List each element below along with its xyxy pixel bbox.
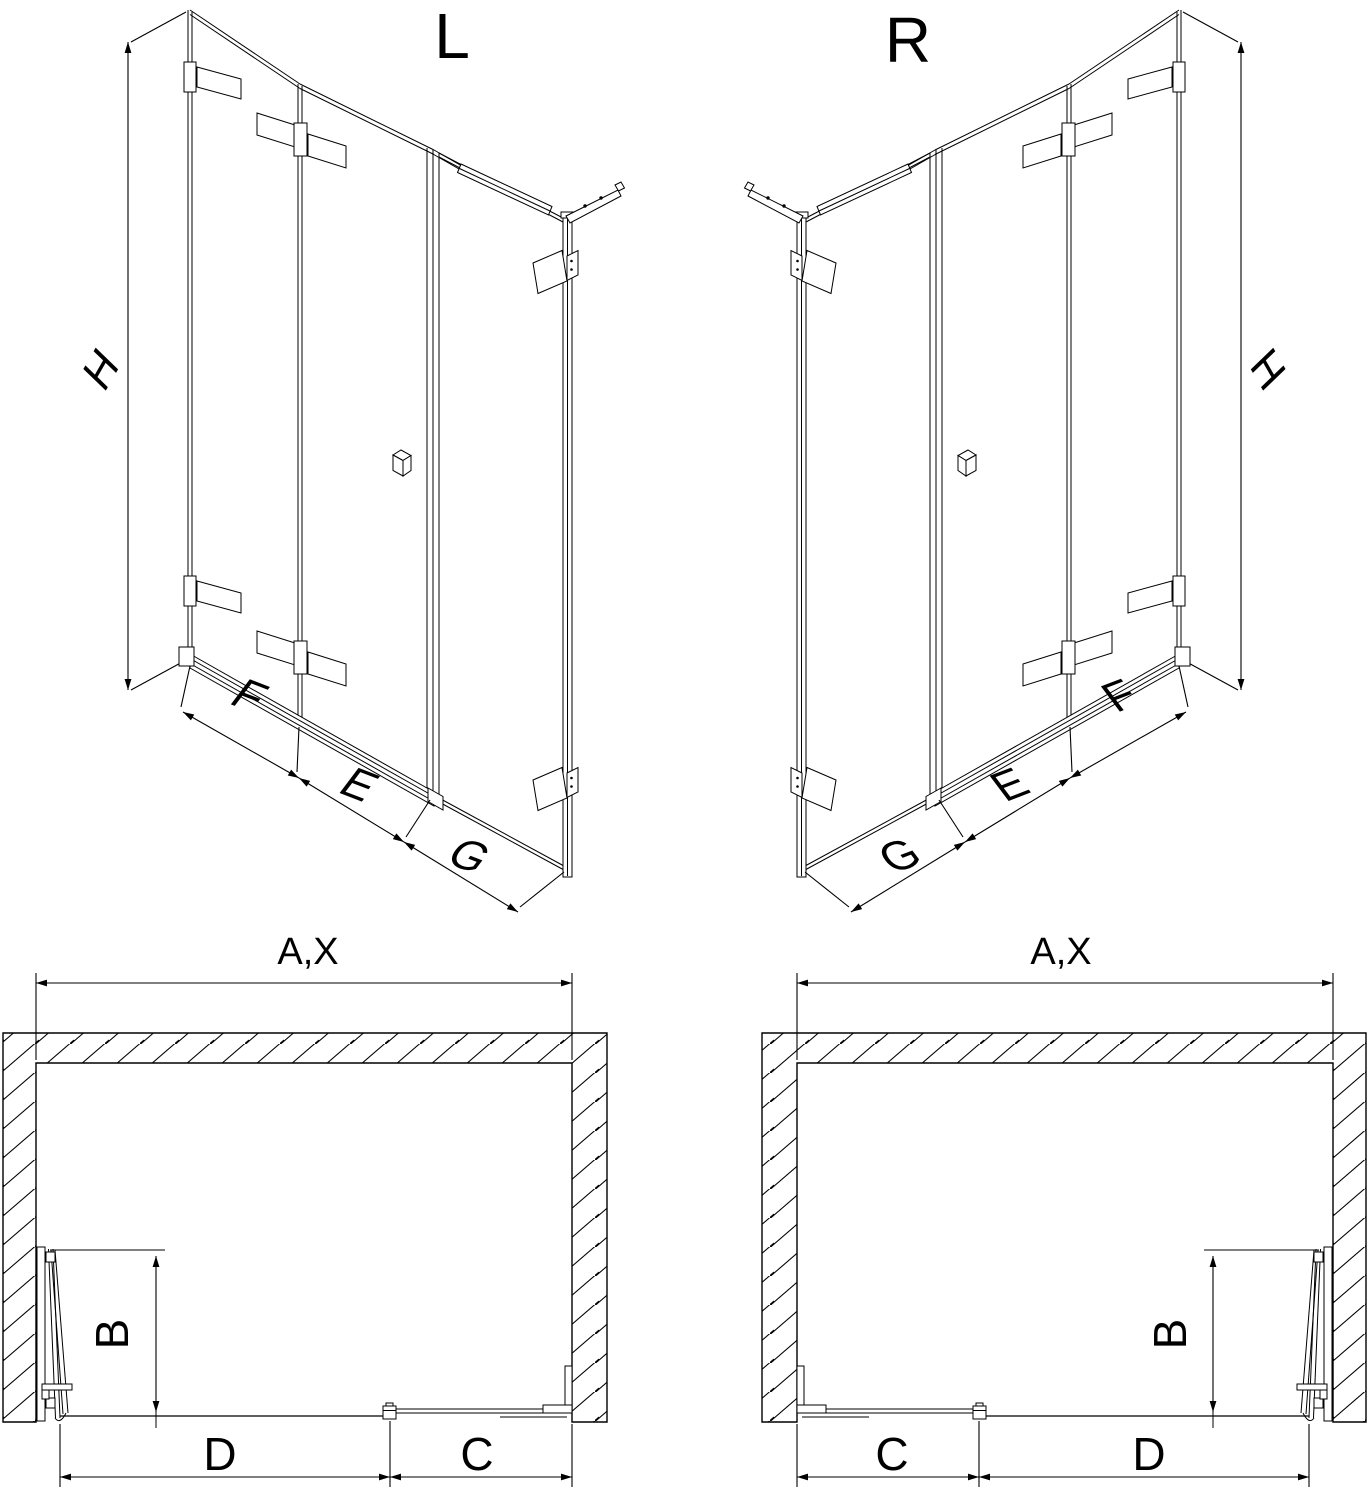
- panel-e-label-right: E: [980, 758, 1039, 811]
- panel-g-label-right: G: [867, 828, 932, 883]
- door-width-label-right: D: [1132, 1428, 1166, 1480]
- iso-view-left: [76, 0, 625, 912]
- fixed-width-label-left: C: [460, 1428, 494, 1480]
- panel-e-label-left: E: [330, 758, 389, 811]
- plan-view-left: [3, 931, 607, 1487]
- panel-f-label-left: F: [221, 669, 278, 721]
- walls-hatched-right: [762, 1033, 1366, 1422]
- iso-view-right: [745, 4, 1294, 912]
- door-width-label-left: D: [203, 1428, 237, 1480]
- panel-f-label-right: F: [1091, 669, 1148, 721]
- fold-depth-label-right: B: [1144, 1318, 1196, 1350]
- variant-label-left: L: [434, 0, 470, 72]
- plan-view-right: [762, 931, 1366, 1487]
- width-label-plan-left: A,X: [277, 931, 339, 973]
- width-label-plan-right: A,X: [1030, 931, 1092, 973]
- height-label-left: H: [75, 338, 128, 401]
- panel-g-label-left: G: [437, 828, 502, 883]
- height-label-right: H: [1241, 338, 1294, 401]
- fixed-width-label-right: C: [875, 1428, 909, 1480]
- walls-hatched-left: [3, 1033, 607, 1422]
- fold-depth-label-left: B: [86, 1318, 138, 1350]
- variant-label-right: R: [884, 4, 932, 76]
